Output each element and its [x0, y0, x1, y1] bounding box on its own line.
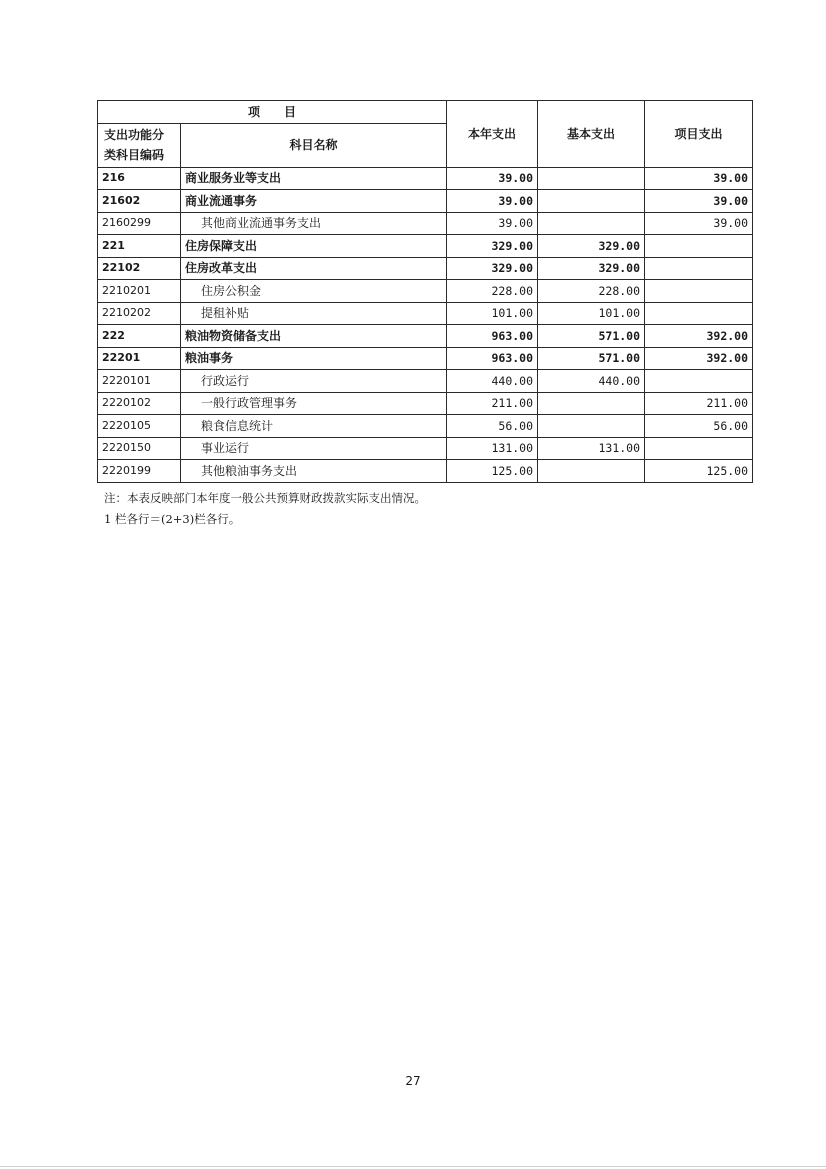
total-cell: 211.00: [447, 392, 538, 415]
project-cell: 39.00: [645, 212, 753, 235]
name-cell: 事业运行: [181, 437, 447, 460]
project-cell: 56.00: [645, 415, 753, 438]
project-cell: [645, 280, 753, 303]
name-cell: 其他粮油事务支出: [181, 460, 447, 483]
header-total-expenditure: 本年支出: [447, 101, 538, 168]
name-cell: 商业服务业等支出: [181, 167, 447, 190]
table-row: [98, 167, 753, 190]
project-cell: [645, 370, 753, 393]
expenditure-table: [97, 100, 753, 483]
basic-cell: [538, 212, 645, 235]
code-cell: 2160299: [98, 212, 181, 235]
code-cell: 2220105: [98, 415, 181, 438]
basic-cell: [538, 460, 645, 483]
basic-cell: 329.00: [538, 257, 645, 280]
table-row: [98, 302, 753, 325]
project-cell: 392.00: [645, 325, 753, 348]
name-cell: 住房公积金: [181, 280, 447, 303]
basic-cell: 228.00: [538, 280, 645, 303]
header-project-expenditure: 项目支出: [645, 101, 753, 168]
table-row: [98, 437, 753, 460]
total-cell: 963.00: [447, 325, 538, 348]
total-cell: 39.00: [447, 212, 538, 235]
code-cell: 222: [98, 325, 181, 348]
name-cell: 商业流通事务: [181, 190, 447, 213]
name-cell: 其他商业流通事务支出: [181, 212, 447, 235]
code-cell: 216: [98, 167, 181, 190]
footnote-line-1: 注：本表反映部门本年度一般公共预算财政拨款实际支出情况。: [104, 491, 426, 505]
project-cell: [645, 302, 753, 325]
project-cell: 392.00: [645, 347, 753, 370]
name-cell: 一般行政管理事务: [181, 392, 447, 415]
basic-cell: 440.00: [538, 370, 645, 393]
table-header: [98, 101, 753, 168]
table-row: [98, 325, 753, 348]
project-cell: 39.00: [645, 190, 753, 213]
basic-cell: 131.00: [538, 437, 645, 460]
code-cell: 21602: [98, 190, 181, 213]
total-cell: 440.00: [447, 370, 538, 393]
page-number: 27: [405, 1074, 421, 1088]
name-cell: 住房保障支出: [181, 235, 447, 258]
name-cell: 住房改革支出: [181, 257, 447, 280]
project-cell: [645, 257, 753, 280]
header-subject-name: 科目名称: [181, 123, 447, 167]
code-cell: 22201: [98, 347, 181, 370]
table-row: [98, 190, 753, 213]
total-cell: 56.00: [447, 415, 538, 438]
code-cell: 2220199: [98, 460, 181, 483]
basic-cell: [538, 415, 645, 438]
name-cell: 粮油事务: [181, 347, 447, 370]
project-cell: [645, 437, 753, 460]
header-basic-expenditure: 基本支出: [538, 101, 645, 168]
name-cell: 提租补贴: [181, 302, 447, 325]
total-cell: 228.00: [447, 280, 538, 303]
project-cell: 211.00: [645, 392, 753, 415]
code-cell: 2220150: [98, 437, 181, 460]
total-cell: 131.00: [447, 437, 538, 460]
scan-edge-rule: [0, 1166, 826, 1167]
code-cell: 2220101: [98, 370, 181, 393]
header-function-code: 支出功能分类科目编码: [98, 123, 181, 167]
name-cell: 粮食信息统计: [181, 415, 447, 438]
code-cell: 2210201: [98, 280, 181, 303]
table-row: [98, 235, 753, 258]
table-row: [98, 392, 753, 415]
total-cell: 125.00: [447, 460, 538, 483]
header-group-items: 项 目: [98, 101, 447, 124]
basic-cell: [538, 392, 645, 415]
basic-cell: 571.00: [538, 325, 645, 348]
table-row: [98, 460, 753, 483]
project-cell: [645, 235, 753, 258]
name-cell: 粮油物资储备支出: [181, 325, 447, 348]
code-cell: 221: [98, 235, 181, 258]
code-cell: 22102: [98, 257, 181, 280]
basic-cell: [538, 190, 645, 213]
project-cell: 125.00: [645, 460, 753, 483]
table-row: [98, 415, 753, 438]
basic-cell: 329.00: [538, 235, 645, 258]
basic-cell: 101.00: [538, 302, 645, 325]
total-cell: 101.00: [447, 302, 538, 325]
footnote-line-2: 1 栏各行＝(2+3)栏各行。: [104, 512, 241, 526]
total-cell: 329.00: [447, 235, 538, 258]
table-row: [98, 280, 753, 303]
code-cell: 2220102: [98, 392, 181, 415]
total-cell: 39.00: [447, 190, 538, 213]
basic-cell: 571.00: [538, 347, 645, 370]
table-row: [98, 257, 753, 280]
table-row: [98, 370, 753, 393]
table-row: [98, 347, 753, 370]
project-cell: 39.00: [645, 167, 753, 190]
total-cell: 963.00: [447, 347, 538, 370]
name-cell: 行政运行: [181, 370, 447, 393]
code-cell: 2210202: [98, 302, 181, 325]
basic-cell: [538, 167, 645, 190]
total-cell: 329.00: [447, 257, 538, 280]
total-cell: 39.00: [447, 167, 538, 190]
table-body: [98, 167, 753, 482]
table-row: [98, 212, 753, 235]
